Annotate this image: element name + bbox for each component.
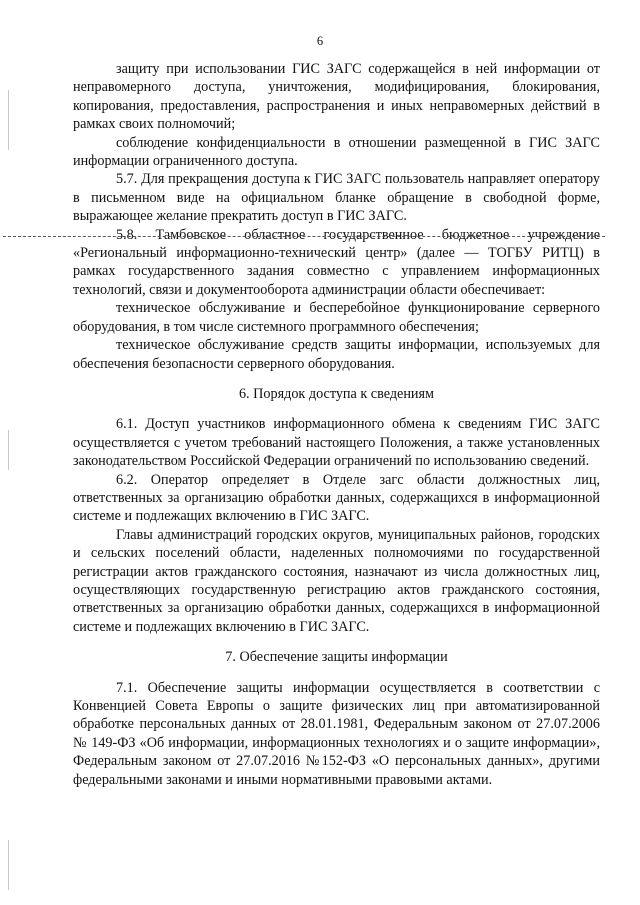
paragraph: техническое обслуживание и бесперебойное функционирование серверного оборудования, в том числе системного программного обеспечения; [73, 300, 600, 335]
paragraph: соблюдение конфиденциальности в отношении размещенной в ГИС ЗАГС информации ограниченного доступа. [73, 134, 600, 170]
scan-margin-mark [8, 430, 9, 470]
section-heading: 7. Обеспечение защиты информации [225, 649, 448, 666]
paragraph: техническое обслуживание средств защиты информации, используемых для обеспечения безопасности серверного оборудования. [73, 337, 600, 372]
paragraph: 5.8. Тамбовское областное государственное бюджетное учреждение «Региональный информационно-технический центр» (далее — ТОГБУ РИТЦ) в рамках государственного задания совместно с управлением информационных технологий, связи и документооборота администрации области обеспечивает: [73, 226, 600, 298]
paragraph: 5.7. Для прекращения доступа к ГИС ЗАГС пользователь направляет оператору в письменном виде на официальном бланке обращение в свободной форме, выражающее желание прекратить доступ в ГИС ЗАГС. [73, 171, 600, 225]
paragraph: Главы администраций городских округов, муниципальных районов, городских и сельских поселений области, наделенных полномочиями по государственной регистрации актов гражданского состояния, назначают из числа должностных лиц, осуществляющих государственную регистрацию актов гражданского состояния, ответственных за организацию обработки данных, содержащихся в информационной системе и подлежащих включению в ГИС ЗАГС. [73, 526, 600, 635]
scan-margin-mark [8, 840, 9, 890]
paragraph: 7.1. Обеспечение защиты информации осуществляется в соответствии с Конвенцией Совета Европы о защите физических лиц при автоматизированной обработке персональных данных от 28.01.1981, Федеральным законом от 27.07.2006 № 149-ФЗ «Об информации, информационных технологиях и о защите информации», Федеральным законом от 27.07.2016 №152-ФЗ «О персональных данных», другими федеральными законами и иными нормативными правовыми актами. [73, 679, 600, 788]
page-number: 6 [316, 34, 324, 48]
paragraph: защиту при использовании ГИС ЗАГС содержащейся в ней информации от неправомерного доступа, уничтожения, модифицирования, блокирования, копирования, предоставления, распространения и иных неправомерных действий в рамках своих полномочий; [73, 61, 600, 133]
scan-margin-mark [8, 90, 9, 150]
paragraph: 6.2. Оператор определяет в Отделе загс области должностных лиц, ответственных за организацию обработки данных, содержащихся в информационной системе и подлежащих включению в ГИС ЗАГС. [73, 471, 600, 525]
paragraph: 6.1. Доступ участников информационного обмена к сведениям ГИС ЗАГС осуществляется с учетом требований настоящего Положения, а также установленных законодательством Российской Федерации ограничений по использованию сведений. [73, 416, 600, 470]
section-heading: 6. Порядок доступа к сведениям [238, 385, 435, 402]
document-body [73, 60, 600, 789]
